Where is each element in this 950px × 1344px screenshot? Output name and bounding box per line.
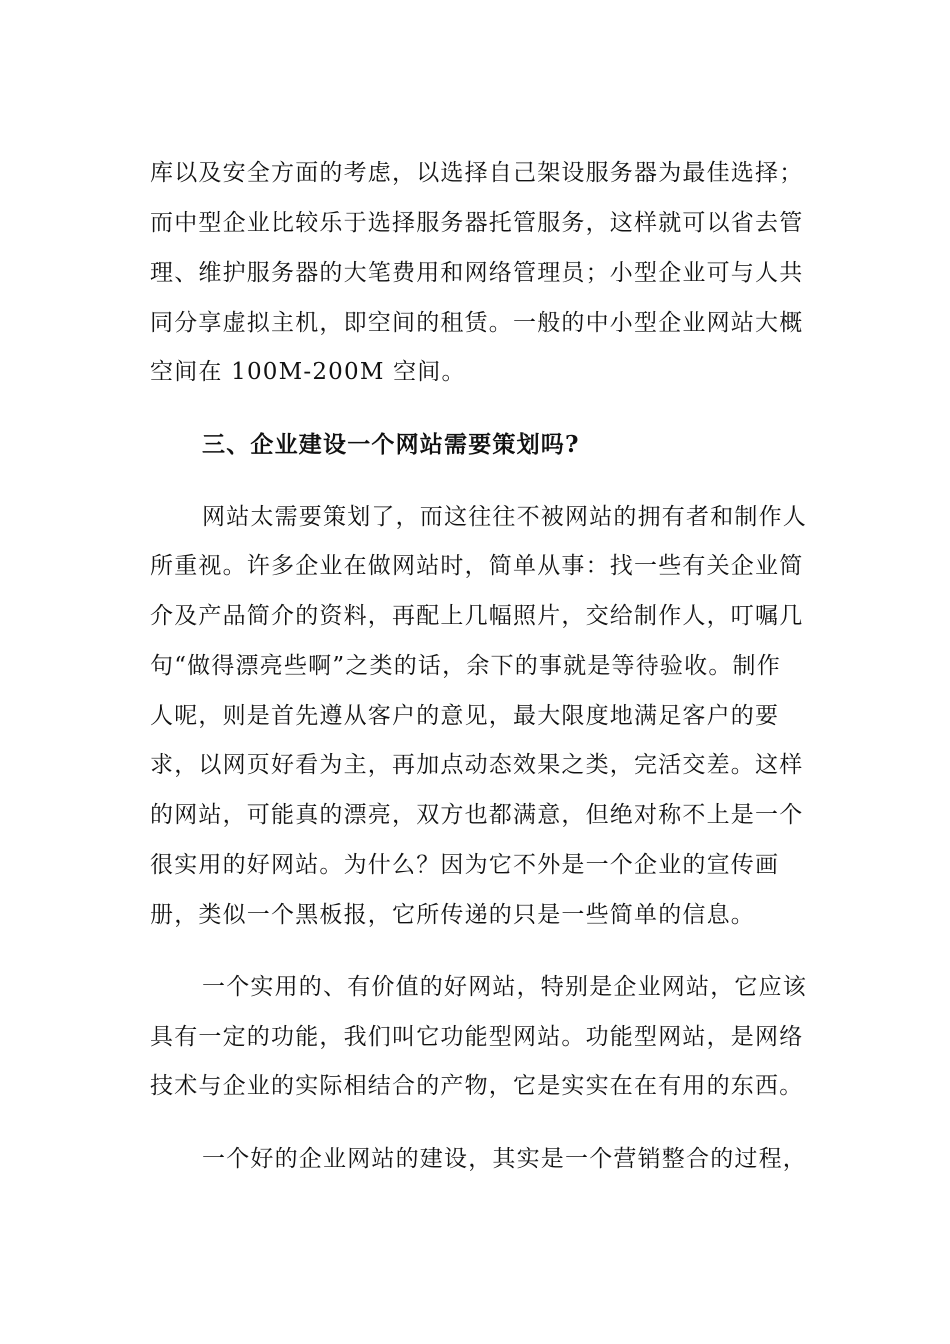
paragraph-line: 理、维护服务器的大笔费用和网络管理员；小型企业可与人共 xyxy=(150,260,804,286)
paragraph-line: 介及产品简介的资料，再配上几幅照片，交给制作人，叮嘱几 xyxy=(150,603,804,629)
paragraph-line: 人呢，则是首先遵从客户的意见，最大限度地满足客户的要 xyxy=(150,703,780,729)
paragraph-line: 的网站，可能真的漂亮，双方也都满意，但绝对称不上是一个 xyxy=(150,802,804,828)
paragraph-line: 具有一定的功能，我们叫它功能型网站。功能型网站，是网络 xyxy=(150,1024,804,1050)
section-heading: 三、企业建设一个网站需要策划吗? xyxy=(202,431,580,458)
paragraph-line: 网站太需要策划了，而这往往不被网站的拥有者和制作人 xyxy=(202,504,807,530)
paragraph-line: 所重视。许多企业在做网站时，简单从事：找一些有关企业简 xyxy=(150,553,804,579)
paragraph-line: 而中型企业比较乐于选择服务器托管服务，这样就可以省去管 xyxy=(150,210,804,236)
paragraph-line: 库以及安全方面的考虑，以选择自己架设服务器为最佳选择； xyxy=(150,160,804,186)
paragraph-line: 空间在 100M-200M 空间。 xyxy=(150,359,466,385)
paragraph-line: 册，类似一个黑板报，它所传递的只是一些简单的信息。 xyxy=(150,902,755,928)
paragraph-line: 句“做得漂亮些啊”之类的话，余下的事就是等待验收。制作 xyxy=(150,653,781,679)
paragraph-line: 一个实用的、有价值的好网站，特别是企业网站，它应该 xyxy=(202,974,807,1000)
paragraph-line: 一个好的企业网站的建设，其实是一个营销整合的过程， xyxy=(202,1146,807,1172)
paragraph-line: 求，以网页好看为主，再加点动态效果之类，完活交差。这样 xyxy=(150,752,804,778)
paragraph-line: 同分享虚拟主机，即空间的租赁。一般的中小型企业网站大概 xyxy=(150,310,804,336)
paragraph-line: 技术与企业的实际相结合的产物，它是实实在在有用的东西。 xyxy=(150,1073,804,1099)
paragraph-line: 很实用的好网站。为什么？因为它不外是一个企业的宣传画 xyxy=(150,852,780,878)
